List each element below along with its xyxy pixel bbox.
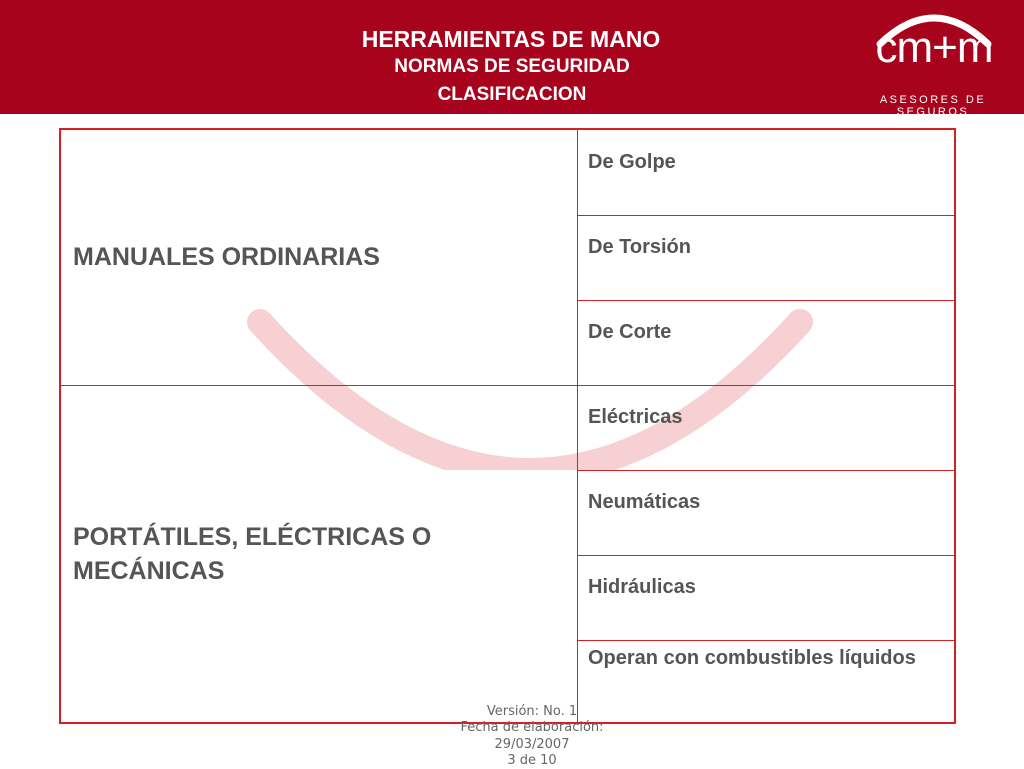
slide-section: CLASIFICACION [437,84,587,105]
category-cell [61,385,578,725]
type-cell: De Corte [588,321,672,343]
footer-version: Versión: No. 1 [486,704,578,719]
slide-subtitle: NORMAS DE SEGURIDAD [394,56,630,77]
company-logo [842,0,1024,118]
footer-date: 29/03/2007 [494,736,570,752]
classification-table [59,128,956,724]
type-cell: De Torsión [588,236,691,258]
type-cell: Eléctricas [588,406,683,428]
type-cell: Neumáticas [588,491,701,513]
footer-date-label: Fecha de elaboración: [460,720,604,736]
type-cell: De Golpe [588,151,676,173]
logo-tagline: ASESORES DE SEGUROS [879,94,987,118]
category-label: PORTÁTILES, ELÉCTRICAS O MECÁNICAS [73,523,432,585]
type-cell: Hidráulicas [588,576,696,598]
logo-wordmark: cm+m [875,23,993,72]
slide-footer [432,704,632,769]
footer-page-number: 3 de 10 [507,752,557,768]
category-label: MANUALES ORDINARIAS [73,242,380,271]
category-cell [61,130,578,385]
type-cell: Operan con combustibles líquidos [588,647,916,669]
slide-title: HERRAMIENTAS DE MANO [361,26,661,52]
